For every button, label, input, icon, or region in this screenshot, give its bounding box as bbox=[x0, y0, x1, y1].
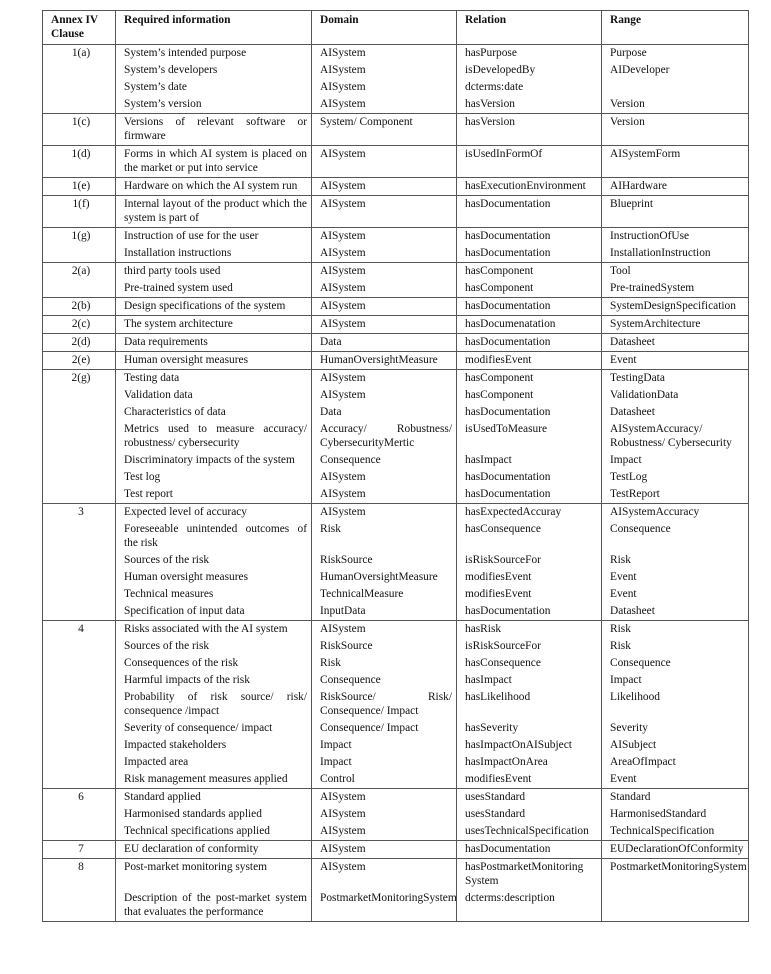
table-row bbox=[43, 521, 749, 552]
relation-cell: hasDocumentation bbox=[457, 404, 602, 421]
required-information-cell: System’s date bbox=[116, 79, 312, 96]
range-cell: Version bbox=[602, 96, 749, 114]
clause-cell: 1(e) bbox=[43, 178, 116, 196]
relation-cell: modifiesEvent bbox=[457, 771, 602, 789]
clause-cell bbox=[43, 421, 116, 452]
table-row bbox=[43, 569, 749, 586]
range-cell: HarmonisedStandard bbox=[602, 806, 749, 823]
relation-cell: hasComponent bbox=[457, 263, 602, 281]
relation-cell: hasDocumentation bbox=[457, 841, 602, 859]
relation-cell: hasComponent bbox=[457, 280, 602, 298]
domain-cell: InputData bbox=[312, 603, 457, 621]
domain-cell: RiskSource bbox=[312, 638, 457, 655]
table-body bbox=[43, 45, 749, 922]
required-information-cell: System’s version bbox=[116, 96, 312, 114]
range-cell: InstructionOfUse bbox=[602, 228, 749, 246]
clause-cell: 6 bbox=[43, 789, 116, 807]
domain-cell: AISystem bbox=[312, 45, 457, 63]
range-cell: AISubject bbox=[602, 737, 749, 754]
required-information-cell: Severity of consequence/ impact bbox=[116, 720, 312, 737]
required-information-cell: third party tools used bbox=[116, 263, 312, 281]
domain-cell: Consequence bbox=[312, 672, 457, 689]
relation-cell: hasExecutionEnvironment bbox=[457, 178, 602, 196]
relation-cell: hasConsequence bbox=[457, 521, 602, 552]
relation-cell: usesStandard bbox=[457, 789, 602, 807]
required-information-cell: Impacted stakeholders bbox=[116, 737, 312, 754]
domain-cell: AISystem bbox=[312, 316, 457, 334]
clause-cell bbox=[43, 638, 116, 655]
relation-cell: hasDocumenatation bbox=[457, 316, 602, 334]
clause-cell: 1(a) bbox=[43, 45, 116, 63]
relation-cell: hasImpact bbox=[457, 672, 602, 689]
range-cell: SystemDesignSpecification bbox=[602, 298, 749, 316]
clause-cell bbox=[43, 486, 116, 504]
required-information-cell: Testing data bbox=[116, 370, 312, 388]
relation-cell: hasDocumentation bbox=[457, 469, 602, 486]
range-cell: AISystemAccuracy/ Robustness/ Cybersecurity bbox=[602, 421, 749, 452]
clause-cell bbox=[43, 806, 116, 823]
relation-cell: hasComponent bbox=[457, 387, 602, 404]
domain-cell: AISystem bbox=[312, 621, 457, 639]
range-cell: Datasheet bbox=[602, 603, 749, 621]
table-row bbox=[43, 552, 749, 569]
relation-cell: hasLikelihood bbox=[457, 689, 602, 720]
table-row bbox=[43, 586, 749, 603]
domain-cell: AISystem bbox=[312, 823, 457, 841]
required-information-cell: Consequences of the risk bbox=[116, 655, 312, 672]
domain-cell: AISystem bbox=[312, 62, 457, 79]
clause-cell: 2(g) bbox=[43, 370, 116, 388]
clause-cell bbox=[43, 280, 116, 298]
required-information-cell: Test report bbox=[116, 486, 312, 504]
range-cell: TestReport bbox=[602, 486, 749, 504]
range-cell: Datasheet bbox=[602, 404, 749, 421]
table-row bbox=[43, 62, 749, 79]
domain-cell: AISystem bbox=[312, 228, 457, 246]
domain-cell: Accuracy/ Robustness/ CybersecurityMertic bbox=[312, 421, 457, 452]
required-information-cell: Impacted area bbox=[116, 754, 312, 771]
relation-cell: modifiesEvent bbox=[457, 352, 602, 370]
domain-cell: System/ Component bbox=[312, 114, 457, 146]
required-information-cell: Forms in which AI system is placed on the market or put into service bbox=[116, 146, 312, 178]
clause-cell: 2(c) bbox=[43, 316, 116, 334]
clause-cell bbox=[43, 569, 116, 586]
required-information-cell: Pre-trained system used bbox=[116, 280, 312, 298]
range-cell: PostmarketMonitoringSystem bbox=[602, 859, 749, 891]
table-row bbox=[43, 178, 749, 196]
domain-cell: Impact bbox=[312, 737, 457, 754]
table-row bbox=[43, 789, 749, 807]
clause-cell bbox=[43, 720, 116, 737]
table-row bbox=[43, 737, 749, 754]
domain-cell: AISystem bbox=[312, 486, 457, 504]
required-information-cell: Standard applied bbox=[116, 789, 312, 807]
range-cell: Datasheet bbox=[602, 334, 749, 352]
domain-cell: Control bbox=[312, 771, 457, 789]
required-information-cell: Versions of relevant software or firmware bbox=[116, 114, 312, 146]
table-row bbox=[43, 352, 749, 370]
header-relation: Relation bbox=[457, 11, 602, 45]
required-information-cell: Instruction of use for the user bbox=[116, 228, 312, 246]
relation-cell: hasSeverity bbox=[457, 720, 602, 737]
table-row bbox=[43, 245, 749, 263]
clause-cell: 1(d) bbox=[43, 146, 116, 178]
clause-cell bbox=[43, 469, 116, 486]
clause-cell: 2(d) bbox=[43, 334, 116, 352]
table-row bbox=[43, 79, 749, 96]
required-information-cell: Risks associated with the AI system bbox=[116, 621, 312, 639]
range-cell: Event bbox=[602, 569, 749, 586]
range-cell bbox=[602, 79, 749, 96]
clause-cell bbox=[43, 245, 116, 263]
clause-cell bbox=[43, 96, 116, 114]
domain-cell: Impact bbox=[312, 754, 457, 771]
range-cell: Consequence bbox=[602, 655, 749, 672]
clause-cell bbox=[43, 586, 116, 603]
relation-cell: dcterms:date bbox=[457, 79, 602, 96]
clause-cell bbox=[43, 754, 116, 771]
header-range: Range bbox=[602, 11, 749, 45]
table-row bbox=[43, 754, 749, 771]
required-information-cell: Internal layout of the product which the system is part of bbox=[116, 196, 312, 228]
domain-cell: AISystem bbox=[312, 146, 457, 178]
clause-cell bbox=[43, 603, 116, 621]
table-row bbox=[43, 404, 749, 421]
clause-cell: 1(g) bbox=[43, 228, 116, 246]
required-information-cell: Human oversight measures bbox=[116, 352, 312, 370]
range-cell: TechnicalSpecification bbox=[602, 823, 749, 841]
table-row bbox=[43, 228, 749, 246]
domain-cell: Data bbox=[312, 334, 457, 352]
domain-cell: AISystem bbox=[312, 96, 457, 114]
domain-cell: Consequence bbox=[312, 452, 457, 469]
table-row bbox=[43, 263, 749, 281]
table-row bbox=[43, 890, 749, 922]
relation-cell: hasDocumentation bbox=[457, 486, 602, 504]
relation-cell: hasDocumentation bbox=[457, 603, 602, 621]
relation-cell: dcterms:description bbox=[457, 890, 602, 922]
clause-cell bbox=[43, 823, 116, 841]
range-cell: Version bbox=[602, 114, 749, 146]
required-information-cell: Expected level of accuracy bbox=[116, 504, 312, 522]
relation-cell: isUsedToMeasure bbox=[457, 421, 602, 452]
table-row bbox=[43, 504, 749, 522]
clause-cell bbox=[43, 404, 116, 421]
domain-cell: AISystem bbox=[312, 504, 457, 522]
clause-cell: 2(a) bbox=[43, 263, 116, 281]
domain-cell: AISystem bbox=[312, 263, 457, 281]
table-row bbox=[43, 370, 749, 388]
table-header-row bbox=[43, 11, 749, 45]
required-information-cell: System’s intended purpose bbox=[116, 45, 312, 63]
table-row bbox=[43, 469, 749, 486]
clause-cell: 7 bbox=[43, 841, 116, 859]
required-information-cell: Specification of input data bbox=[116, 603, 312, 621]
clause-cell: 1(f) bbox=[43, 196, 116, 228]
table-row bbox=[43, 621, 749, 639]
table-row bbox=[43, 280, 749, 298]
domain-cell: Risk bbox=[312, 655, 457, 672]
range-cell: Pre-trainedSystem bbox=[602, 280, 749, 298]
relation-cell: hasDocumentation bbox=[457, 196, 602, 228]
clause-cell bbox=[43, 737, 116, 754]
domain-cell: AISystem bbox=[312, 469, 457, 486]
domain-cell: RiskSource bbox=[312, 552, 457, 569]
domain-cell: HumanOversightMeasure bbox=[312, 352, 457, 370]
relation-cell: isRiskSourceFor bbox=[457, 638, 602, 655]
required-information-cell: Risk management measures applied bbox=[116, 771, 312, 789]
table-row bbox=[43, 421, 749, 452]
table-row bbox=[43, 841, 749, 859]
table-row bbox=[43, 823, 749, 841]
header-domain: Domain bbox=[312, 11, 457, 45]
required-information-cell: Installation instructions bbox=[116, 245, 312, 263]
relation-cell: hasConsequence bbox=[457, 655, 602, 672]
table-row bbox=[43, 452, 749, 469]
range-cell: AIDeveloper bbox=[602, 62, 749, 79]
relation-cell: hasComponent bbox=[457, 370, 602, 388]
range-cell: Event bbox=[602, 771, 749, 789]
table-row bbox=[43, 486, 749, 504]
clause-cell bbox=[43, 552, 116, 569]
range-cell: Standard bbox=[602, 789, 749, 807]
domain-cell: AISystem bbox=[312, 806, 457, 823]
clause-cell bbox=[43, 890, 116, 922]
range-cell: Event bbox=[602, 352, 749, 370]
required-information-cell: Hardware on which the AI system run bbox=[116, 178, 312, 196]
required-information-cell: Description of the post-market system that evaluates the performance bbox=[116, 890, 312, 922]
required-information-cell: Probability of risk source/ risk/ consequence /impact bbox=[116, 689, 312, 720]
relation-cell: hasDocumentation bbox=[457, 228, 602, 246]
relation-cell: hasPostmarketMonitoring System bbox=[457, 859, 602, 891]
table-row bbox=[43, 720, 749, 737]
clause-cell bbox=[43, 655, 116, 672]
relation-cell: hasImpactOnArea bbox=[457, 754, 602, 771]
domain-cell: RiskSource/ Risk/ Consequence/ Impact bbox=[312, 689, 457, 720]
range-cell: TestingData bbox=[602, 370, 749, 388]
required-information-cell: Harmful impacts of the risk bbox=[116, 672, 312, 689]
clause-cell bbox=[43, 79, 116, 96]
table-row bbox=[43, 859, 749, 891]
relation-cell: hasPurpose bbox=[457, 45, 602, 63]
range-cell: Risk bbox=[602, 621, 749, 639]
domain-cell: Risk bbox=[312, 521, 457, 552]
required-information-cell: Sources of the risk bbox=[116, 638, 312, 655]
range-cell: AreaOfImpact bbox=[602, 754, 749, 771]
range-cell: EUDeclarationOfConformity bbox=[602, 841, 749, 859]
required-information-cell: EU declaration of conformity bbox=[116, 841, 312, 859]
range-cell: Impact bbox=[602, 672, 749, 689]
clause-cell bbox=[43, 387, 116, 404]
range-cell: Severity bbox=[602, 720, 749, 737]
clause-cell bbox=[43, 689, 116, 720]
clause-cell: 8 bbox=[43, 859, 116, 891]
clause-cell bbox=[43, 672, 116, 689]
table-row bbox=[43, 96, 749, 114]
table-row bbox=[43, 603, 749, 621]
relation-cell: hasDocumentation bbox=[457, 298, 602, 316]
domain-cell: AISystem bbox=[312, 370, 457, 388]
clause-cell: 3 bbox=[43, 504, 116, 522]
domain-cell: AISystem bbox=[312, 298, 457, 316]
table-row bbox=[43, 298, 749, 316]
domain-cell: AISystem bbox=[312, 79, 457, 96]
relation-cell: hasVersion bbox=[457, 96, 602, 114]
relation-cell: usesTechnicalSpecification bbox=[457, 823, 602, 841]
range-cell: Tool bbox=[602, 263, 749, 281]
range-cell: AISystemForm bbox=[602, 146, 749, 178]
domain-cell: AISystem bbox=[312, 841, 457, 859]
table-row bbox=[43, 114, 749, 146]
domain-cell: AISystem bbox=[312, 196, 457, 228]
domain-cell: AISystem bbox=[312, 245, 457, 263]
domain-cell: AISystem bbox=[312, 280, 457, 298]
clause-cell bbox=[43, 452, 116, 469]
required-information-cell: Data requirements bbox=[116, 334, 312, 352]
table-row bbox=[43, 655, 749, 672]
required-information-cell: Technical measures bbox=[116, 586, 312, 603]
table-row bbox=[43, 334, 749, 352]
required-information-cell: Harmonised standards applied bbox=[116, 806, 312, 823]
range-cell: Risk bbox=[602, 552, 749, 569]
relation-cell: hasDocumentation bbox=[457, 334, 602, 352]
relation-cell: usesStandard bbox=[457, 806, 602, 823]
domain-cell: AISystem bbox=[312, 859, 457, 891]
range-cell bbox=[602, 890, 749, 922]
domain-cell: Consequence/ Impact bbox=[312, 720, 457, 737]
table-row bbox=[43, 45, 749, 63]
domain-cell: AISystem bbox=[312, 789, 457, 807]
required-information-cell: Design specifications of the system bbox=[116, 298, 312, 316]
range-cell: Consequence bbox=[602, 521, 749, 552]
domain-cell: HumanOversightMeasure bbox=[312, 569, 457, 586]
range-cell: Likelihood bbox=[602, 689, 749, 720]
range-cell: ValidationData bbox=[602, 387, 749, 404]
table-row bbox=[43, 806, 749, 823]
required-information-cell: Metrics used to measure accuracy/ robustness/ cybersecurity bbox=[116, 421, 312, 452]
relation-cell: hasRisk bbox=[457, 621, 602, 639]
clause-cell: 2(b) bbox=[43, 298, 116, 316]
table-row bbox=[43, 771, 749, 789]
domain-cell: Data bbox=[312, 404, 457, 421]
range-cell: SystemArchitecture bbox=[602, 316, 749, 334]
table-row bbox=[43, 316, 749, 334]
required-information-cell: Human oversight measures bbox=[116, 569, 312, 586]
relation-cell: hasImpactOnAISubject bbox=[457, 737, 602, 754]
clause-cell bbox=[43, 771, 116, 789]
relation-cell: modifiesEvent bbox=[457, 569, 602, 586]
range-cell: Event bbox=[602, 586, 749, 603]
annex-iv-mapping-table bbox=[42, 10, 749, 922]
header-required-information: Required information bbox=[116, 11, 312, 45]
table-row bbox=[43, 638, 749, 655]
clause-cell: 1(c) bbox=[43, 114, 116, 146]
required-information-cell: Post-market monitoring system bbox=[116, 859, 312, 891]
required-information-cell: System’s developers bbox=[116, 62, 312, 79]
relation-cell: isUsedInFormOf bbox=[457, 146, 602, 178]
relation-cell: isDevelopedBy bbox=[457, 62, 602, 79]
clause-cell: 2(e) bbox=[43, 352, 116, 370]
relation-cell: isRiskSourceFor bbox=[457, 552, 602, 569]
required-information-cell: The system architecture bbox=[116, 316, 312, 334]
table-row bbox=[43, 146, 749, 178]
range-cell: AISystemAccuracy bbox=[602, 504, 749, 522]
range-cell: Impact bbox=[602, 452, 749, 469]
required-information-cell: Technical specifications applied bbox=[116, 823, 312, 841]
range-cell: Risk bbox=[602, 638, 749, 655]
clause-cell bbox=[43, 62, 116, 79]
range-cell: InstallationInstruction bbox=[602, 245, 749, 263]
domain-cell: AISystem bbox=[312, 178, 457, 196]
range-cell: AIHardware bbox=[602, 178, 749, 196]
relation-cell: hasExpectedAccuray bbox=[457, 504, 602, 522]
domain-cell: AISystem bbox=[312, 387, 457, 404]
clause-cell: 4 bbox=[43, 621, 116, 639]
table-row bbox=[43, 196, 749, 228]
relation-cell: modifiesEvent bbox=[457, 586, 602, 603]
table-row bbox=[43, 689, 749, 720]
range-cell: Blueprint bbox=[602, 196, 749, 228]
clause-cell bbox=[43, 521, 116, 552]
domain-cell: PostmarketMonitoringSystem bbox=[312, 890, 457, 922]
range-cell: TestLog bbox=[602, 469, 749, 486]
required-information-cell: Test log bbox=[116, 469, 312, 486]
required-information-cell: Sources of the risk bbox=[116, 552, 312, 569]
table-row bbox=[43, 387, 749, 404]
header-clause: Annex IV Clause bbox=[43, 11, 116, 45]
relation-cell: hasDocumentation bbox=[457, 245, 602, 263]
required-information-cell: Characteristics of data bbox=[116, 404, 312, 421]
required-information-cell: Discriminatory impacts of the system bbox=[116, 452, 312, 469]
table-row bbox=[43, 672, 749, 689]
domain-cell: TechnicalMeasure bbox=[312, 586, 457, 603]
relation-cell: hasVersion bbox=[457, 114, 602, 146]
range-cell: Purpose bbox=[602, 45, 749, 63]
required-information-cell: Foreseeable unintended outcomes of the risk bbox=[116, 521, 312, 552]
relation-cell: hasImpact bbox=[457, 452, 602, 469]
required-information-cell: Validation data bbox=[116, 387, 312, 404]
